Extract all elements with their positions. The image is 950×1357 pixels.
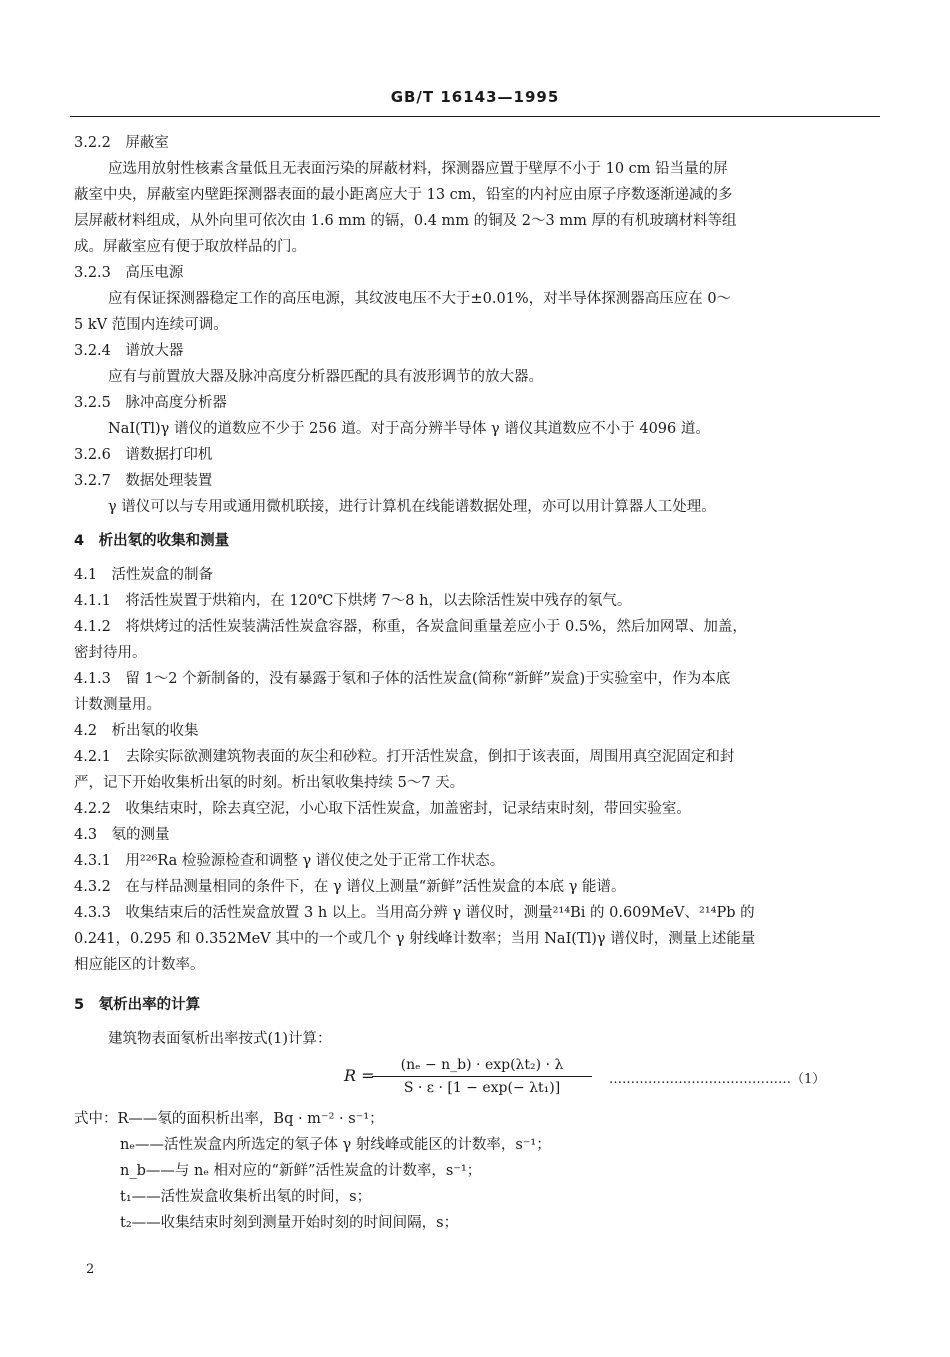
page-number: 2 (86, 1262, 95, 1277)
section-3-2-5-line: NaI(Tl)γ 谱仪的道数应不少于 256 道。对于高分辨半导体 γ 谱仪其道数应不小于 4096 道。 (108, 421, 710, 437)
section-3-2-2-line: 蔽室中央，屏蔽室内壁距探测器表面的最小距离应大于 13 cm，铅室的内衬应由原子序数逐渐递减的多 (74, 187, 733, 203)
section-3-2-2-line: 成。屏蔽室应有便于取放样品的门。 (74, 239, 306, 255)
section-3-2-6-title: 3.2.6 谱数据打印机 (74, 447, 213, 463)
definition-line: t₂——收集结束时刻到测量开始时刻的时间间隔，s； (120, 1215, 459, 1231)
clause-4-1-2: 4.1.2 将烘烤过的活性炭装满活性炭盒容器，称重，各炭盒间重量差应小于 0.5%，然后加网罩、加盖， (74, 619, 747, 635)
definition-line: nₑ——活性炭盒内所选定的氡子体 γ 射线峰或能区的计数率，s⁻¹； (120, 1137, 551, 1153)
clause-4-1-1: 4.1.1 将活性炭置于烘箱内，在 120℃下烘烤 7～8 h，以去除活性炭中残存的氡气。 (74, 593, 632, 609)
section-3-2-7-title: 3.2.7 数据处理装置 (74, 473, 213, 489)
definition-line: n_b——与 nₑ 相对应的“新鲜”活性炭盒的计数率，s⁻¹； (120, 1163, 482, 1179)
section-4-heading: 4 析出氡的收集和测量 (74, 533, 230, 549)
clause-4-2-1-cont: 严，记下开始收集析出氡的时刻。析出氡收集持续 5～7 天。 (74, 775, 465, 791)
section-5-intro: 建筑物表面氡析出率按式(1)计算： (108, 1031, 332, 1047)
clause-4-3-3: 4.3.3 收集结束后的活性炭盒放置 3 h 以上。当用高分辨 γ 谱仪时，测量²¹⁴Bi 的 0.609MeV、²¹⁴Pb 的 (74, 905, 755, 921)
section-5-heading: 5 氡析出率的计算 (74, 997, 201, 1013)
section-4-2-title: 4.2 析出氡的收集 (74, 723, 199, 739)
section-4-3-title: 4.3 氡的测量 (74, 827, 170, 843)
equation-1 (74, 1054, 882, 1106)
standard-header: GB/T 16143—1995 (390, 88, 560, 106)
definition-line: 式中：R——氡的面积析出率，Bq · m⁻² · s⁻¹； (74, 1111, 384, 1127)
equation-fraction (372, 1054, 592, 1099)
clause-4-3-2: 4.3.2 在与样品测量相同的条件下，在 γ 谱仪上测量“新鲜”活性炭盒的本底 γ 能谱。 (74, 879, 626, 895)
section-3-2-3-title: 3.2.3 高压电源 (74, 265, 184, 281)
section-3-2-4-line: 应有与前置放大器及脉冲高度分析器匹配的具有波形调节的放大器。 (108, 369, 543, 385)
section-3-2-3-line: 应有保证探测器稳定工作的高压电源，其纹波电压不大于±0.01%，对半导体探测器高压应在 0～ (108, 291, 732, 307)
section-3-2-4-title: 3.2.4 谱放大器 (74, 343, 184, 359)
section-3-2-2-line: 应选用放射性核素含量低且无表面污染的屏蔽材料，探测器应置于壁厚不小于 10 cm 铅当量的屏 (108, 161, 728, 177)
section-3-2-2-title: 3.2.2 屏蔽室 (74, 135, 169, 151)
clause-4-1-3: 4.1.3 留 1～2 个新制备的，没有暴露于氡和子体的活性炭盒(简称“新鲜”炭盒)于实验室中，作为本底 (74, 671, 731, 687)
header-rule (70, 116, 880, 117)
equation-numerator: (nₑ − n_b) · exp(λt₂) · λ (372, 1054, 592, 1077)
section-3-2-2-line: 层屏蔽材料组成，从外向里可依次由 1.6 mm 的镉，0.4 mm 的铜及 2～3 mm 厚的有机玻璃材料等组 (74, 213, 737, 229)
section-3-2-7-line: γ 谱仪可以与专用或通用微机联接，进行计算机在线能谱数据处理，亦可以用计算器人工处理。 (108, 499, 716, 515)
equation-lhs: R = (344, 1066, 375, 1085)
equation-number: ……………………………………（1） (609, 1072, 826, 1087)
section-4-1-title: 4.1 活性炭盒的制备 (74, 567, 214, 583)
section-3-2-5-title: 3.2.5 脉冲高度分析器 (74, 395, 227, 411)
section-3-2-3-line: 5 kV 范围内连续可调。 (74, 317, 228, 333)
clause-4-3-1: 4.3.1 用²²⁶Ra 检验源检查和调整 γ 谱仪使之处于正常工作状态。 (74, 853, 505, 869)
clause-4-3-3-cont: 0.241，0.295 和 0.352MeV 其中的一个或几个 γ 射线峰计数率；当用 NaI(Tl)γ 谱仪时，测量上述能量 (74, 931, 756, 947)
clause-4-3-3-cont: 相应能区的计数率。 (74, 957, 205, 973)
clause-4-1-2-cont: 密封待用。 (74, 645, 147, 661)
equation-denominator: S · ε · [1 − exp(− λt₁)] (403, 1080, 561, 1096)
clause-4-1-3-cont: 计数测量用。 (74, 697, 161, 713)
symbol-definitions (74, 1106, 882, 1236)
clause-4-2-1: 4.2.1 去除实际欲测建筑物表面的灰尘和砂粒。打开活性炭盒，倒扣于该表面，周围用真空泥固定和封 (74, 749, 735, 765)
clause-4-2-2: 4.2.2 收集结束时，除去真空泥，小心取下活性炭盒，加盖密封，记录结束时刻，带回实验室。 (74, 801, 691, 817)
definition-line: t₁——活性炭盒收集析出氡的时间，s； (120, 1189, 372, 1205)
page-content (74, 130, 882, 1236)
